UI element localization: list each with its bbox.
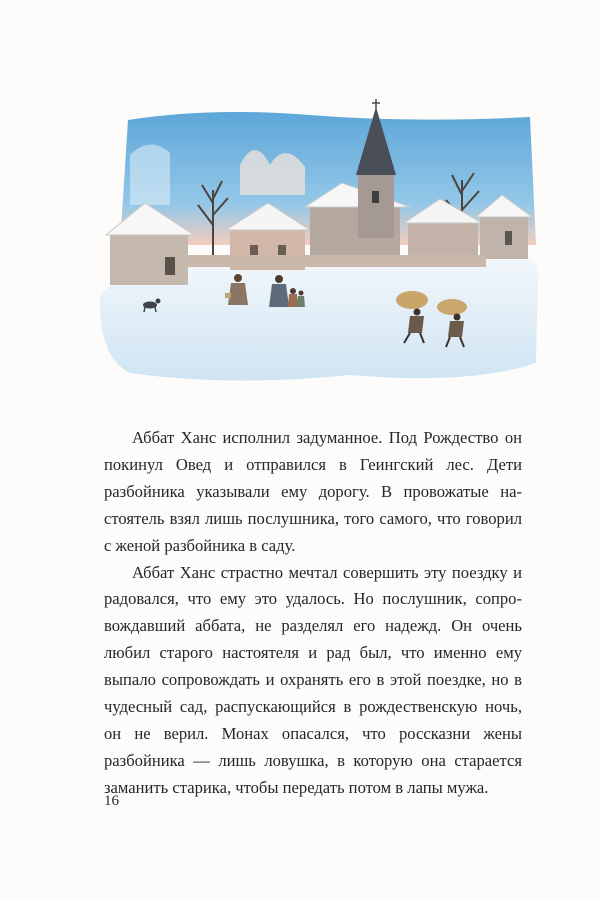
body-text: [104, 425, 522, 802]
winter-village-illustration: [90, 95, 542, 395]
page-number: 16: [104, 793, 119, 809]
village-wall: [186, 255, 486, 267]
paragraph: Аббат Ханс исполнил задуманное. Под Рождество он покинул Овед и отправился в Геингский лес. Дети разбойника указывали ему дорогу. В провожатые настоятель взял лишь послушника, того самого, что говорил с женой разбойника в саду.: [104, 428, 522, 555]
paragraph: Аббат Ханс страстно мечтал совершить эту поездку и радовался, что ему это удалось. Но послушник, сопровождавший аббата, не разделял его надежд. Он очень любил старого настоятеля и рад был, что именно ему выпало сопровождать и охранять его в этой поездке, но в чудесный сад, распускающийся в рождественскую ночь, он не верил. Монах опасался, что россказни жены разбойника — лишь ловушка, в которую она старается заманить старика, чтобы передать потом в лапы мужа.: [104, 562, 522, 797]
